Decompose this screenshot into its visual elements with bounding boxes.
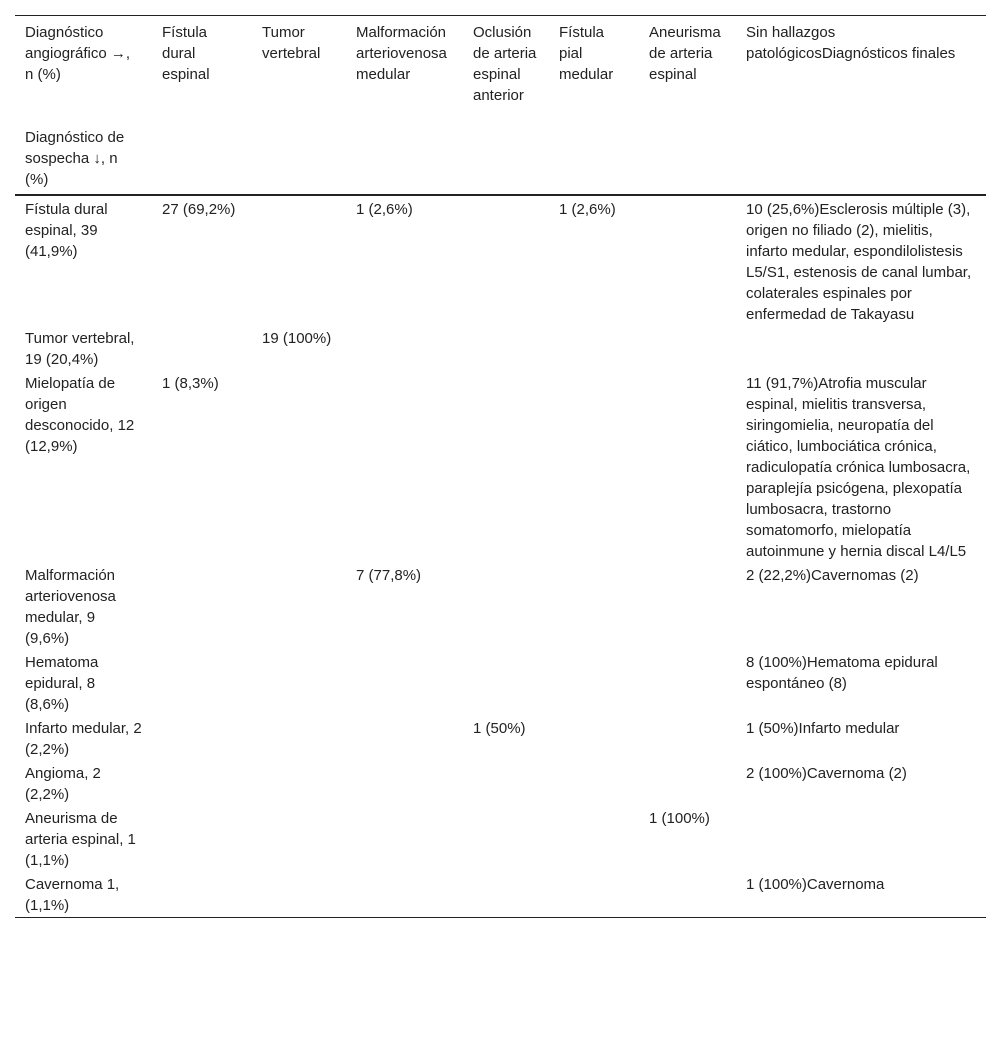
- table-cell: [549, 761, 639, 806]
- corner-header-cell: [15, 16, 152, 196]
- table-cell: 27 (69,2%): [162, 201, 236, 218]
- table-cell: [639, 872, 736, 918]
- table-row: [15, 563, 986, 650]
- suspected-diagnosis-label: Diagnóstico de sospecha ↓, n (%): [25, 129, 125, 188]
- table-cell: [152, 650, 252, 716]
- table-row: [15, 650, 986, 716]
- table-cell: [639, 650, 736, 716]
- table-cell: 10 (25,6%)Esclerosis múltiple (3), origen no filiado (2), mielitis, infarto medular, espondilolistesis L5/S1, estenosis de canal lumbar, colaterales espinales por enfermedad de Takayasu: [746, 201, 972, 323]
- table-row: [15, 806, 986, 872]
- table-row: [15, 872, 986, 918]
- table-cell: 1 (2,6%): [559, 201, 616, 218]
- table-cell: [346, 761, 463, 806]
- row-label: Cavernoma 1, (1,1%): [25, 876, 120, 914]
- header-row: [15, 16, 986, 196]
- column-header: Fístula dural espinal: [162, 24, 210, 83]
- table-cell: [639, 761, 736, 806]
- table-cell: [252, 872, 346, 918]
- row-label: Fístula dural espinal, 39 (41,9%): [25, 201, 108, 260]
- table-cell: [252, 195, 346, 326]
- column-header: Aneurisma de arteria espinal: [649, 24, 721, 83]
- table-cell: 1 (2,6%): [356, 201, 413, 218]
- table-cell: [252, 806, 346, 872]
- table-row: [15, 761, 986, 806]
- table-row: [15, 195, 986, 326]
- diagnosis-table: [15, 15, 986, 918]
- column-header: Oclusión de arteria espinal anterior: [473, 24, 537, 104]
- table-cell: [549, 806, 639, 872]
- table-cell: [152, 716, 252, 761]
- table-cell: 1 (50%)Infarto medular: [746, 720, 900, 737]
- row-label: Malformación arteriovenosa medular, 9 (9,6%): [25, 567, 116, 647]
- table-cell: [252, 716, 346, 761]
- table-cell: [252, 371, 346, 563]
- table-cell: [346, 650, 463, 716]
- table-row: [15, 716, 986, 761]
- column-header: Sin hallazgos patológicosDiagnósticos finales: [746, 24, 956, 62]
- table-cell: [549, 650, 639, 716]
- table-cell: 1 (8,3%): [162, 375, 219, 392]
- table-cell: [549, 716, 639, 761]
- table-cell: 8 (100%)Hematoma epidural espontáneo (8): [746, 654, 938, 692]
- table-cell: [463, 563, 549, 650]
- row-label: Hematoma epidural, 8 (8,6%): [25, 654, 99, 713]
- table-cell: [463, 371, 549, 563]
- table-cell: [463, 761, 549, 806]
- table-cell: 2 (100%)Cavernoma (2): [746, 765, 907, 782]
- table-cell: [463, 872, 549, 918]
- table-cell: [152, 761, 252, 806]
- table-cell: 1 (100%)Cavernoma: [746, 876, 885, 893]
- table-cell: [346, 716, 463, 761]
- table-cell: [549, 563, 639, 650]
- table-cell: [549, 326, 639, 371]
- column-header: Malformación arteriovenosa medular: [356, 24, 447, 83]
- angiographic-diagnosis-label: Diagnóstico angiográfico →, n (%): [25, 24, 131, 83]
- table-row: [15, 371, 986, 563]
- table-cell: [639, 326, 736, 371]
- table-cell: [152, 563, 252, 650]
- table-cell: [736, 326, 986, 371]
- row-label: Angioma, 2 (2,2%): [25, 765, 101, 803]
- table-cell: [463, 326, 549, 371]
- table-cell: [549, 872, 639, 918]
- row-label: Aneurisma de arteria espinal, 1 (1,1%): [25, 810, 136, 869]
- table-cell: [639, 716, 736, 761]
- table-cell: [463, 195, 549, 326]
- table-cell: [736, 806, 986, 872]
- table-cell: 1 (50%): [473, 720, 526, 737]
- table-cell: [152, 326, 252, 371]
- column-header: Tumor vertebral: [262, 24, 321, 62]
- table-cell: 7 (77,8%): [356, 567, 422, 584]
- table-cell: [252, 563, 346, 650]
- column-header: Fístula pial medular: [559, 24, 614, 83]
- table-cell: 2 (22,2%)Cavernomas (2): [746, 567, 919, 584]
- row-label: Infarto medular, 2 (2,2%): [25, 720, 142, 758]
- table-cell: [152, 872, 252, 918]
- row-label: Tumor vertebral, 19 (20,4%): [25, 330, 135, 368]
- table-cell: 19 (100%): [262, 330, 332, 347]
- table-cell: [346, 371, 463, 563]
- table-cell: 11 (91,7%)Atrofia muscular espinal, mielitis transversa, siringomielia, neuropatía del ciático, lumbociática crónica, radiculopatía crónica lumbosacra, paraplejía psicógena, plexopatía lumbosacra, trastorno somatomorfo, mielopatía autoinmune y hernia discal L4/L5: [746, 375, 971, 560]
- table-cell: [463, 806, 549, 872]
- table-row: [15, 326, 986, 371]
- row-label: Mielopatía de origen desconocido, 12 (12,9%): [25, 375, 135, 455]
- table-cell: [346, 326, 463, 371]
- table-cell: [639, 195, 736, 326]
- table-cell: [639, 563, 736, 650]
- table-cell: [152, 806, 252, 872]
- table-cell: [252, 650, 346, 716]
- table-cell: 1 (100%): [649, 810, 710, 827]
- table-cell: [463, 650, 549, 716]
- table-cell: [346, 806, 463, 872]
- table-cell: [346, 872, 463, 918]
- table-cell: [549, 371, 639, 563]
- table-cell: [252, 761, 346, 806]
- table-cell: [639, 371, 736, 563]
